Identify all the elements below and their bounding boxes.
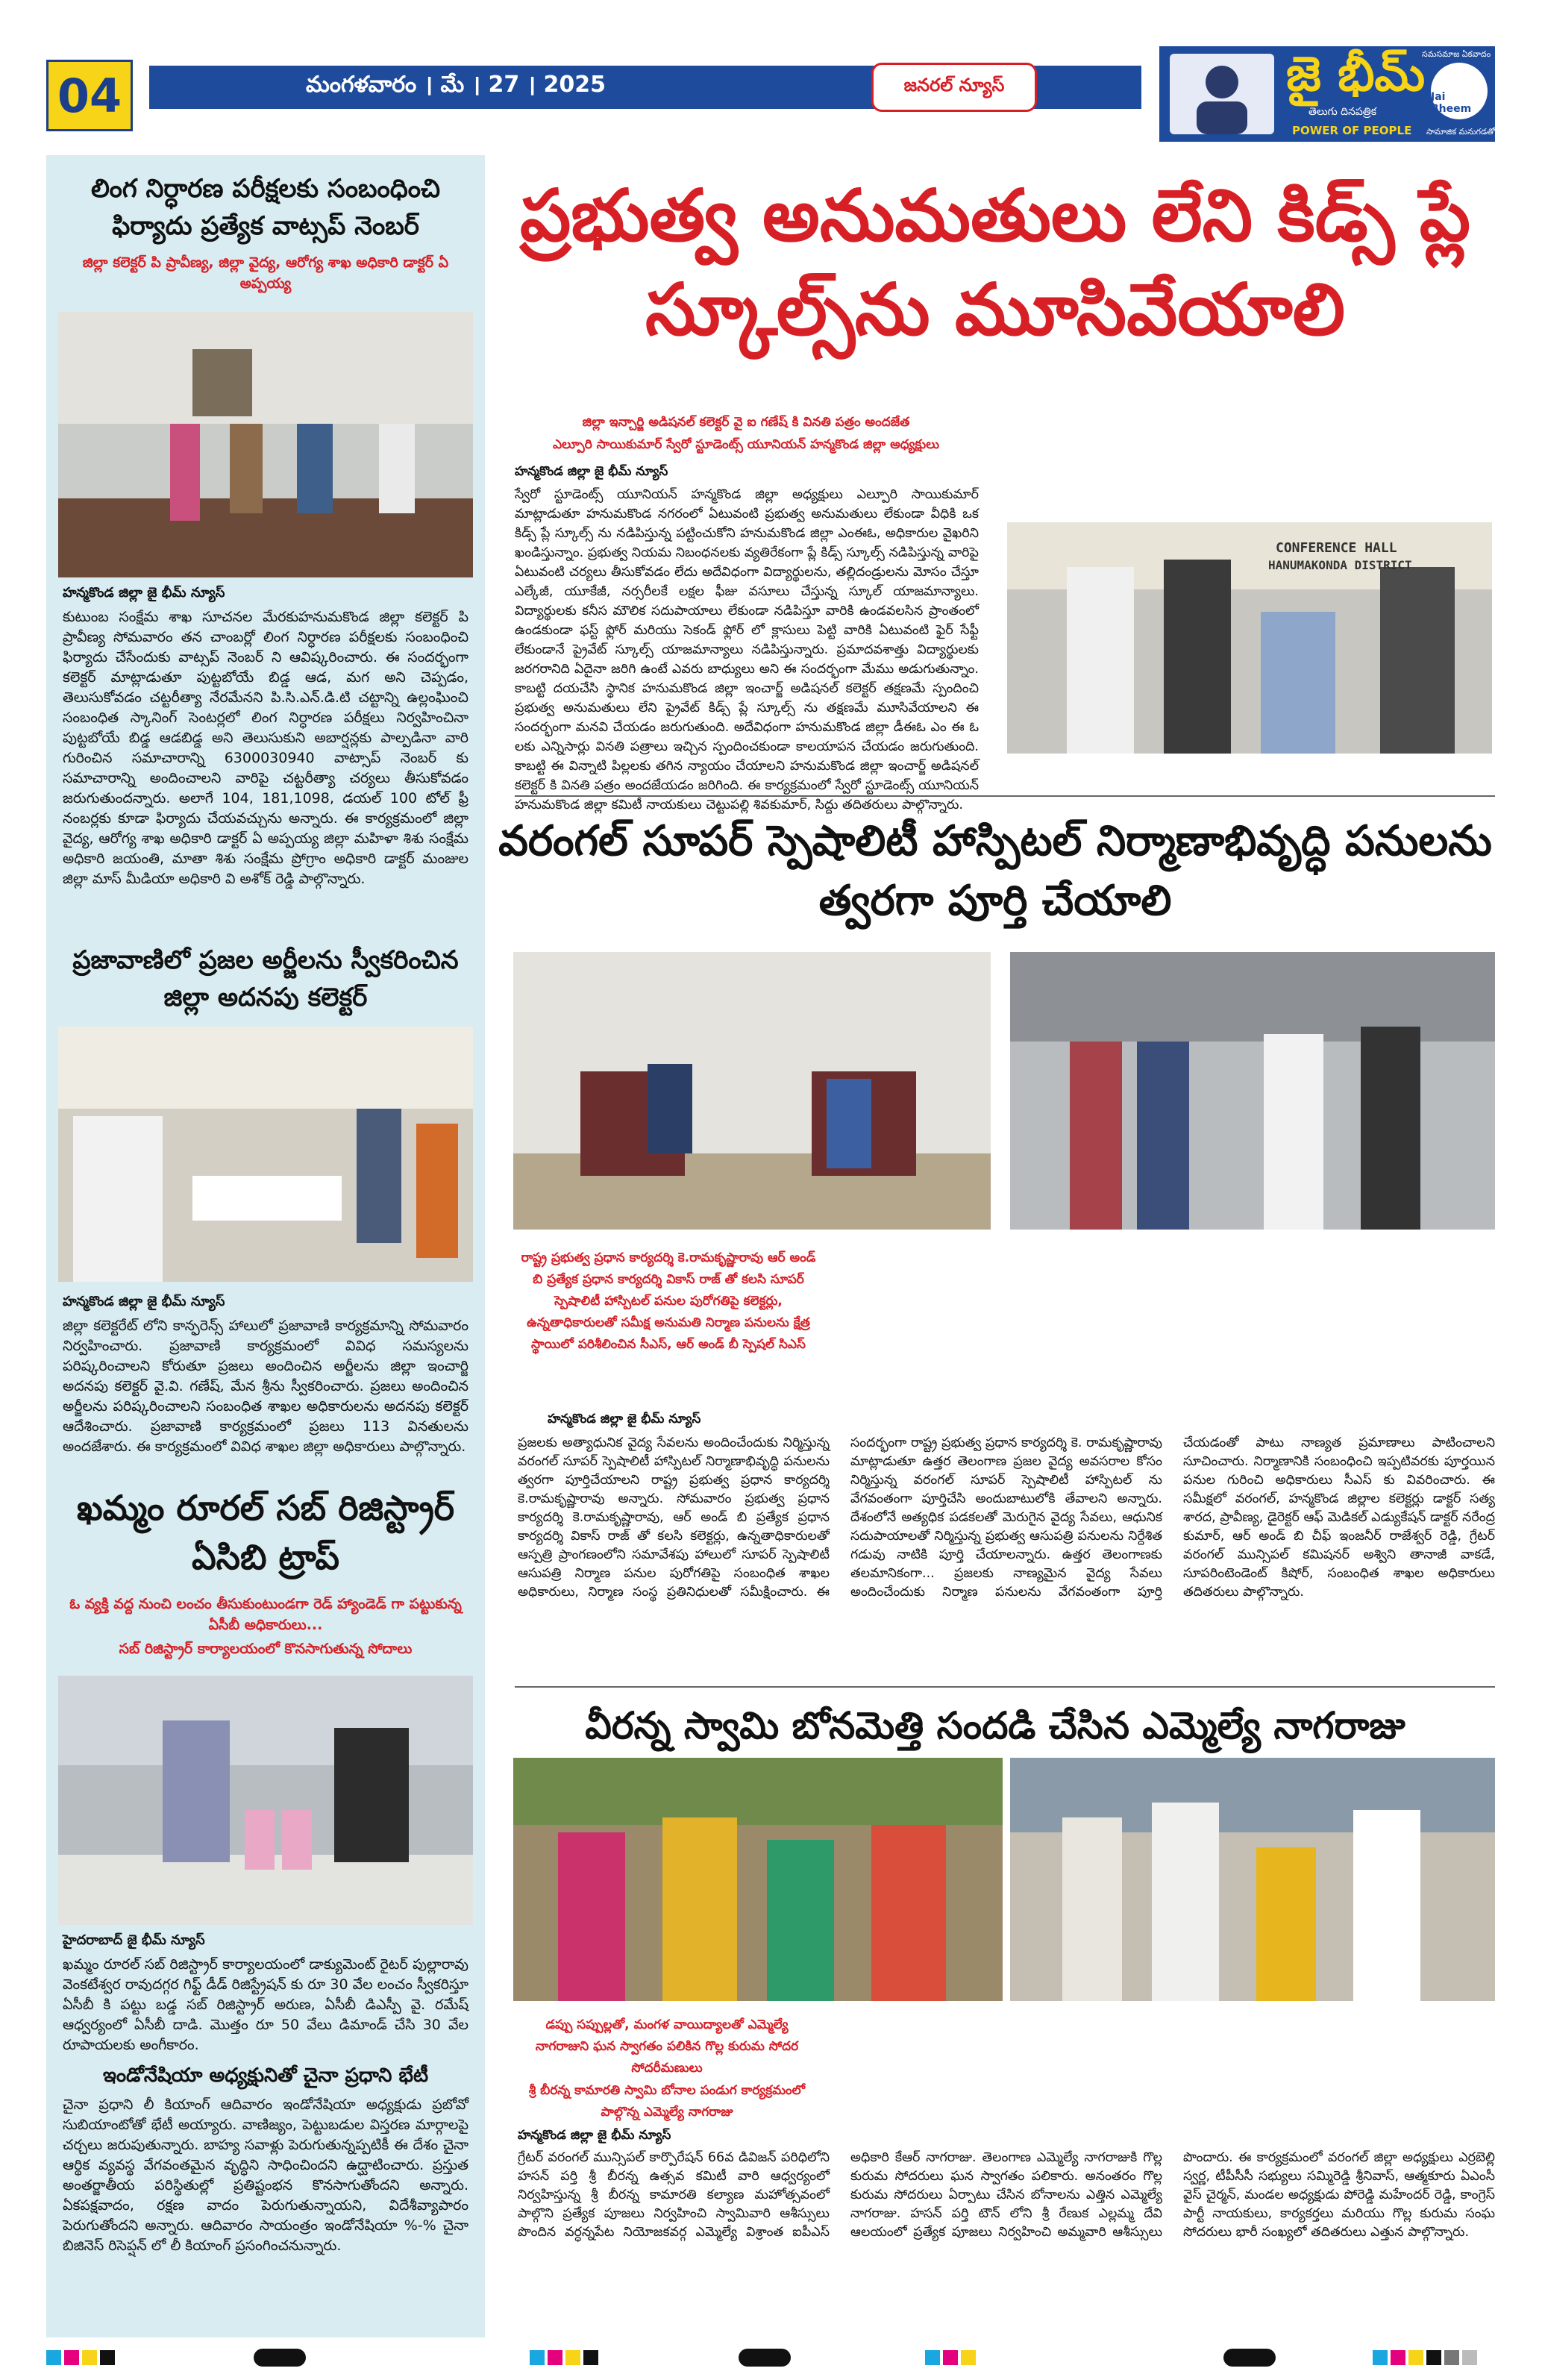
jai-bheem-logo: Jai Bheem (1431, 63, 1488, 119)
a3-subhead1: ఓ వ్యక్తి వద్ద నుంచి లంచం తీసుకుంటుండగా రెడ్ హ్యాండెడ్ గా పట్టుకున్న ఏసీబీ అధికారులు... (69, 1596, 462, 1633)
a3-photo (58, 1676, 473, 1925)
masthead (1159, 46, 1495, 142)
hospital-headline: వరంగల్ సూపర్ స్పెషాలిటీ హాస్పిటల్ నిర్మాణాభివృద్ధి పనులను త్వరగా పూర్తి చేయాలి (498, 817, 1492, 925)
bonam-photo-2 (1010, 1758, 1495, 2001)
register-mark-1 (254, 2349, 306, 2367)
bonam-body: గ్రేటర్ వరంగల్ మున్సిపల్ కార్పొరేషన్ 66వ డివిజన్ పరిధిలోని హసన్ పర్తి శ్రీ బీరన్న ఉత్సవ కమిటీ వారి ఆధ్వర్యంలో నిర్వహిస్తున్న శ్రీ బీరన్న కామారతి కల్యాణ మహోత్సవంలో పాల్గొని ప్రత్యేక పూజలు నిర్వహించి స్వామివారి ఆశీస్సులు పొందిన వర్ధన్నపేట నియోజకవర్గ ఎమ్మెల్యే విశ్రాంత ఐపీఎస్ అధికారి కేఆర్ నాగరాజు. తెలంగాణ ఎమ్మెల్యే నాగరాజుకి గొల్ల కురుమ సోదరులు ఘన స్వాగతం పలికారు. అనంతరం గొల్ల కురుమ సోదరులు ఏర్పాటు చేసిన బోనాలను ఎత్తిన ఎమ్మెల్యే నాగరాజు. హసన్ పర్తి టౌన్ లోని శ్రీ రేణుక ఎల్లమ్మ దేవి ఆలయంలో ప్రత్యేక పూజలు నిర్వహించి అమ్మవారి ఆశీస్సులు పొందారు. ఈ కార్యక్రమంలో వరంగల్ జిల్లా అధ్యక్షులు ఎర్రబెల్లి స్వర్ణ, టీపీసీసీ సభ్యులు సమ్మిరెడ్డి శ్రీనివాస్, ఆత్మకూరు ఏఎంసీ వైస్ చైర్మన్, మండల అధ్యక్షుడు పోరెడ్డి మహేందర్ రెడ్డి, కాంగ్రెస్ పార్టీ నాయకులు, కార్యకర్తలు మరియు గొల్ల కురుమ సంఘ సోదరులు భారీ సంఖ్యలో తదితరులు ఎత్తున పాల్గొన్నారు. (518, 2150, 1496, 2240)
mark-gray-4 (1444, 2350, 1459, 2365)
a1-photo-svg (58, 312, 473, 577)
mark-magenta-2 (548, 2350, 562, 2365)
mark-lightgray-4 (1462, 2350, 1477, 2365)
mark-magenta (64, 2350, 79, 2365)
a3-headline: ఖమ్మం రూరల్ సబ్ రిజిస్ట్రార్ ఏసిబి ట్రాప్ (76, 1488, 455, 1577)
divider-2 (515, 1686, 1495, 1688)
a2-headline: ప్రజావాణిలో ప్రజల అర్జీలను స్వీకరించిన జిల్లా అదనపు కలెక్టర్ (72, 945, 459, 1012)
a4-headline: ఇండోనేషియా అధ్యక్షునితో చైనా ప్రధాని భేటీ (102, 2064, 429, 2087)
a1-headline: లింగ నిర్ధారణ పరీక్షలకు సంబంధించి ఫిర్యాదు ప్రత్యేక వాట్సప్ నెంబర్ (90, 174, 441, 241)
lead-byline: హన్మకొండ జిల్లా జై భీమ్ న్యూస్ (515, 464, 668, 479)
a2-photo-svg (58, 1027, 473, 1282)
bonam-headline: వీరన్న స్వామి బోనమెత్తి సందడి చేసిన ఎమ్మెల్యే నాగరాజు (585, 1704, 1405, 1747)
bonam-photo-2-svg (1010, 1758, 1495, 2001)
lead-photo-sign1: CONFERENCE HALL (1276, 540, 1397, 556)
lead-photo-sign2: HANUMAKONDA DISTRICT (1268, 558, 1412, 572)
section-tag: జనరల్ న్యూస్ (871, 63, 1037, 112)
mark-yellow-3 (961, 2350, 976, 2365)
mark-black (100, 2350, 115, 2365)
mark-yellow (82, 2350, 97, 2365)
masthead-tagline: POWER OF PEOPLE (1292, 124, 1412, 137)
mark-black-2 (583, 2350, 598, 2365)
a2-body: జిల్లా కలెక్టరేట్ లోని కాన్ఫరెన్స్ హాలులో ప్రజావాణి కార్యక్రమాన్ని సోమవారం నిర్వహించారు. ప్రజావాణి కార్యక్రమంలో వివిధ సమస్యలను పరిష్కరించాలని కోరుతూ ప్రజలు అందించిన అర్జీలను జిల్లా ఇంచార్జి అదనపు కలెక్టర్ వై.వి. గణేష్, మేన శ్రీను స్వీకరించారు. ప్రజలు అందించిన అర్జీలను పరిష్కరించాలని సంబంధిత శాఖల అధికారులను అదనపు కలెక్టర్ ఆదేశించారు. ప్రజావాణి కార్యక్రమంలో ప్రజలు 113 వినతులను అందజేశారు. ఈ కార్యక్రమంలో వివిధ శాఖల జిల్లా అధికారులు పాల్గొన్నారు. (63, 1318, 468, 1455)
divider-1 (515, 795, 1495, 797)
ambedkar-portrait-icon (1170, 54, 1274, 134)
a2-byline: హన్మకొండ జిల్లా జై భీమ్ న్యూస్ (63, 1294, 225, 1309)
hospital-body: ప్రజలకు అత్యాధునిక వైద్య సేవలను అందించేందుకు నిర్మిస్తున్న వరంగల్ సూపర్ స్పెషాలిటీ హాస్పిటల్ నిర్మాణాభివృద్ధి పనులను త్వరగా పూర్తిచేయాలని రాష్ట్ర ప్రభుత్వ ప్రధాన కార్యదర్శి కె.రామకృష్ణారావు అన్నారు. సోమవారం ప్రభుత్వ ప్రధాన కార్యదర్శి కె.రామకృష్ణారావు, ఆర్ అండ్ బి ప్రత్యేక ప్రధాన కార్యదర్శి వికాస్ రాజ్ తో కలసి కలెక్టర్లు, ఉన్నతాధికారులతో ఆస్పత్రి ప్రాంగణంలోని సమావేశపు హాలులో సూపర్ స్పెషాలిటీ ఆసుపత్రి నిర్మాణ పనుల పురోగతిపై సంబంధిత శాఖల అధికారులు, నిర్మాణ సంస్థ ప్రతినిధులతో సమీక్షించారు. ఈ సందర్భంగా రాష్ట్ర ప్రభుత్వ ప్రధాన కార్యదర్శి కె. రామకృష్ణారావు మాట్లాడుతూ ఉత్తర తెలంగాణ ప్రజల వైద్య అవసరాల కోసం నిర్మిస్తున్న వరంగల్ సూపర్ స్పెషాలిటీ హాస్పిటల్ ను వేగవంతంగా పూర్తిచేసి అందుబాటులోకి తేవాలని అన్నారు. దేశంలోనే అత్యధిక పడకలతో మెరుగైన వైద్య సేవలు, ఆధునిక సదుపాయాలతో నిర్మిస్తున్న ప్రభుత్వ ఆసుపత్రి పనులను నిర్దేశిత గడువు నాటికి పూర్తి చేయాలన్నారు. ఉత్తర తెలంగాణకు తలమానికంగా... ప్రజలకు నాణ్యమైన వైద్య సేవలు అందించేందుకు నిర్మాణ పనులను వేగవంతంగా పూర్తి చేయడంతో పాటు నాణ్యత ప్రమాణాలు పాటించాలని సూచించారు. నిర్మాణానికి సంబంధించి ఇప్పటివరకు పూర్తయిన పనుల గురించి అధికారులు సీఎస్ కు వివరించారు. ఈ సమీక్షలో వరంగల్, హన్మకొండ జిల్లాల కలెక్టర్లు డాక్టర్ సత్య శారద, ప్రావీణ్య, డైరెక్టర్ ఆఫ్ మెడికల్ ఎడ్యుకేషన్ డాక్టర్ నరేంద్ర కుమార్, ఆర్ అండ్ బి చీఫ్ ఇంజనీర్ రాజేశ్వర్ రెడ్డి, గ్రేటర్ వరంగల్ మున్సిపల్ కమిషనర్ అశ్విని తానాజీ వాకడే, సూపరింటెండెంట్ కిషోర్, సంబంధిత శాఖల అధికారులు తదితరులు పాల్గొన్నారు. (518, 1435, 1495, 1600)
hospital-photo-2 (1010, 952, 1495, 1230)
issue-date: మంగళవారం । మే । 27 । 2025 (306, 72, 606, 98)
a3-subhead2: సబ్ రిజిస్ట్రార్ కార్యాలయంలో కొనసాగుతున్న సోదాలు (119, 1641, 413, 1657)
bonam-photo-1 (513, 1758, 1003, 2001)
mark-cyan-4 (1373, 2350, 1388, 2365)
hospital-photo-1-svg (513, 952, 991, 1230)
mark-black-4 (1426, 2350, 1441, 2365)
a1-byline: హన్మకొండ జిల్లా జై భీమ్ న్యూస్ (63, 585, 225, 601)
hospital-subhead: రాష్ట్ర ప్రభుత్వ ప్రధాన కార్యదర్శి కె.రామకృష్ణారావు ఆర్ అండ్ బి ప్రత్యేక ప్రధాన కార్యదర్శి వికాస్ రాజ్ తో కలసి సూపర్ స్పెషాలిటీ హాస్పిటల్ పనుల పురోగతిపై కలెక్టర్లు, ఉన్నతాధికారులతో సమీక్ష అనుమతి నిర్మాణ పనులను క్షేత్ర స్థాయిలో పరిశీలించిన సీఎస్, ఆర్ అండ్ బీ స్పెషల్ సిఎస్ (521, 1250, 816, 1352)
a1-subhead: జిల్లా కలెక్టర్ పి ప్రావీణ్య, జిల్లా వైద్య, ఆరోగ్య శాఖ అధికారి డాక్టర్ ఏ అప్పయ్య (82, 254, 449, 292)
a1-body: కుటుంబ సంక్షేమ శాఖ సూచనల మేరకుహనుమకొండ జిల్లా కలెక్టర్ పి ప్రావీణ్య సోమవారం తన చాంబర్లో లింగ నిర్ధారణ పరీక్షలకు సంబంధించి ఫిర్యాదు చేసేందుకు వాట్సప్ నెంబర్ ని ఆవిష్కరించారు. ఈ సందర్భంగా కలెక్టర్ మాట్లాడుతూ పుట్టబోయే బిడ్డ ఆడ, మగ అని చెప్పడం, తెలుసుకోవడం చట్టరీత్యా నేరమేనని పి.సి.ఎన్.డి.టి చట్టాన్ని ఉల్లంఘించి సంబంధిత స్కానింగ్ సెంటర్లలో లింగ నిర్ధారణ పరీక్షలు నిర్వహించినా పుట్టబోయే బిడ్డ ఆడబిడ్డ అని తెలుసుకుని అబార్షన్లకు పాల్పడినా వారి గురించిన సమాచారాన్ని 6300030940 వాట్సాప్ నెంబర్ కు సమాచారాన్ని అందించాలని వారిపై చట్టరీత్యా చర్యలు తీసుకోవడం జరుగుతుందన్నారు. అలాగే 104, 181,1098, డయల్ 100 టోల్ ఫ్రీ నంబర్లకు కూడా ఫిర్యాదు చేయవచ్చును అన్నారు. ఈ కార్యక్రమంలో జిల్లా వైద్య, ఆరోగ్య శాఖ అధికారి డాక్టర్ ఏ అప్పయ్య జిల్లా మహిళా శిశు సంక్షేమ అధికారి జయంతి, మాతా శిశు సంక్షేమ ప్రోగ్రాం అధికారి డాక్టర్ మంజుల జిల్లా మాస్ మీడియా అధికారి వి అశోక్ రెడ్డి పాల్గొన్నారు. (63, 609, 468, 887)
mark-magenta-4 (1391, 2350, 1405, 2365)
bonam-subhead2: శ్రీ బీరన్న కామారతి స్వామి బోనాల పండుగ కార్యక్రమంలో పాల్గొన్న ఎమ్మెల్యే నాగరాజు (528, 2083, 806, 2120)
mark-magenta-3 (943, 2350, 958, 2365)
masthead-name: జై భీమ్ (1286, 46, 1426, 102)
masthead-right-bottom: సామాజిక మనుగడతో (1426, 127, 1495, 137)
a4-body: చైనా ప్రధాని లీ కియాంగ్ ఆదివారం ఇండోనేషియా అధ్యక్షుడు ప్రబోవో సుబియాంటోతో భేటీ అయ్యారు. వాణిజ్యం, పెట్టుబడుల విస్తరణ మార్గాలపై చర్చలు జరుపుతున్నారు. బాహ్య సవాళ్లు పెరుగుతున్నప్పటికీ ఈ దేశం చైనా ఆర్థిక వ్యవస్థ వేగవంతమైన వృద్ధిని సాధించిందని ఉద్ఘాటించారు. ప్రస్తుత అంతర్జాతీయ పరిస్థితుల్లో ప్రతిష్టంభన కొనసాగుతోందని అన్నారు. ఏకపక్షవాదం, రక్షణ వాదం పెరుగుతున్నాయని, విదేశీవ్యాపారం పెరుగుతోందని అన్నారు. ఆదివారం సాయంత్రం ఇండోనేషియా %-% చైనా బిజినెస్ రిసెప్షన్ లో లీ కియాంగ్ ప్రసంగించనున్నారు. (63, 2096, 468, 2254)
a3-photo-svg (58, 1676, 473, 1925)
mark-yellow-4 (1408, 2350, 1423, 2365)
lead-body: స్వేరో స్టూడెంట్స్ యూనియన్ హన్మకొండ జిల్లా అధ్యక్షులు ఎల్పూరి సాయికుమార్ మాట్లాడుతూ హనుమకొండ నగరంలో ఏటువంటి ప్రభుత్వ అనుమతులు లేకుండా వీధికి ఒక కిడ్స్ ప్లే స్కూల్స్ ను నడిపిస్తున్న పట్టించుకోని హనుమకొండ జిల్లా ఎంఈఓ, అధికారుల వైఖరిని ఖండిస్తున్నాం. ప్రభుత్వ నియమ నిబంధనలకు వ్యతిరేకంగా ప్లే కిడ్స్ స్కూల్స్ నడిపిస్తున్న వారిపై ఏటువంటి చర్యలు తీసుకోవడం లేదు అదేవిధంగా విద్యార్థులను, తల్లిదండ్రులను మోసం చేస్తూ ఎల్కేజీ, యూకేజీ, నర్సరీలకే లక్షల ఫీజు వసూలు చేస్తున్న స్కూల్ యాజమాన్యాలు. విద్యార్థులకు కనీస మౌలిక సదుపాయాలు లేకుండా నడిపిస్తూ వారికి ఉండవలసిన ప్రాంతంలో ఉండకుండా ఫస్ట్ ఫ్లోర్ మరియు సెకండ్ ఫ్లోర్ లో క్లాసులు పెట్టి వారికి ఏటువంటి ఫైర్ సేఫ్టీ లేకుండానే ప్రైవేట్ స్కూల్స్ యాజమాన్యాలు నడిపిస్తున్నారు. ప్రమాదవశాత్తు విద్యార్థులకు జరగరానిది ఏదైనా జరిగి ఉంటే ఎవరు బాధ్యులు అని ఈ సందర్భంగా మేము అడుగుతున్నాం. కాబట్టి దయచేసి స్థానిక హనుమకొండ జిల్లా ఇంచార్జ్ అడిషనల్ కలెక్టర్ తక్షణమే స్పందించి ప్రభుత్వ అనుమతులు లేని ప్రైవేట్ కిడ్స్ ప్లే స్కూల్స్ ను తక్షణమే మూసివేయాలని ఈ సందర్భంగా మనవి చేయడం జరుగుతుంది. అదేవిధంగా హనుమకొండ జిల్లా డీఈఓ ఎం ఈ ఓ లకు ఎన్నిసార్లు వినతి పత్రాలు ఇచ్చిన స్పందించకుండా కాలయాపన చేయడం జరుగుతుంది. కాబట్టి ఈ విన్నాటి పిల్లలకు తగిన న్యాయం చేయాలని హనుమకొండ జిల్లా ఇంచార్జ్ అడిషనల్ కలెక్టర్ కి వినతి పత్రం అందజేయడం జరిగింది. ఈ కార్యక్రమంలో స్వేరో స్టూడెంట్స్ యూనియన్ హనుమకొండ జిల్లా కమిటీ నాయకులు చెట్టుపల్లి శివకుమార్, సిద్దు తదితరులు పాల్గొన్నారు. (515, 487, 979, 812)
register-mark-2 (739, 2349, 791, 2367)
portrait-svg (1170, 54, 1274, 134)
masthead-sub: తెలుగు దినపత్రిక (1308, 106, 1377, 118)
page-number: 04 (46, 60, 133, 131)
hospital-photo-2-svg (1010, 952, 1495, 1230)
bonam-byline: హన్మకొండ జిల్లా జై భీమ్ న్యూస్ (518, 2128, 671, 2143)
hospital-photo-1 (513, 952, 991, 1230)
a3-byline: హైదరాబాద్ జై భీమ్ న్యూస్ (63, 1932, 205, 1948)
lead-photo (1007, 522, 1492, 754)
mark-cyan-2 (530, 2350, 545, 2365)
mark-cyan (46, 2350, 61, 2365)
lead-headline: ప్రభుత్వ అనుమతులు లేని కిడ్స్ ప్లే స్కూల్స్‌ను మూసివేయాలి (519, 174, 1471, 351)
bonam-subhead1: డప్పు సప్పుల్లతో, మంగళ వాయిద్యాలతో ఎమ్మెల్యే నాగరాజుని ఘన స్వాగతం పలికిన గొల్ల కురుమ సోదర సోదరీమణులు (535, 2017, 799, 2076)
lead-subhead1: జిల్లా ఇన్చార్జి అడిషనల్ కలెక్టర్ వై ఐ గణేష్ కి వినతి పత్రం అందజేత (582, 415, 910, 430)
lead-photo-svg (1007, 522, 1492, 754)
register-mark-3 (1223, 2349, 1276, 2367)
hospital-byline: హన్మకొండ జిల్లా జై భీమ్ న్యూస్ (548, 1412, 701, 1427)
bonam-photo-1-svg (513, 1758, 1003, 2001)
a1-photo (58, 312, 473, 577)
a2-photo (58, 1027, 473, 1282)
masthead-right-top: సమసమాజ ఏకవాదం (1422, 49, 1491, 59)
mark-cyan-3 (925, 2350, 940, 2365)
a3-body: ఖమ్మం రూరల్ సబ్ రిజిస్ట్రార్ కార్యాలయంలో డాక్యుమెంట్ రైటర్ పుల్లారావు వెంకటేశ్వర రావుదగ్గర గిఫ్ట్ డీడ్ రిజిస్ట్రేషన్ కు రూ 30 వేల లంచం స్వీకరిస్తూ ఏసీబీ కి పట్టు బడ్డ సబ్ రిజిస్ట్రార్ అరుణ, ఏసీబీ డిఎస్పీ వై. రమేష్ ఆధ్వర్యంలో ఏసీబీ దాడి. మొత్తం రూ 50 వేలు డిమాండ్ చేసి 30 వేల రూపాయలకు అంగీకారం. (63, 1956, 468, 2053)
mark-yellow-2 (565, 2350, 580, 2365)
lead-subhead2: ఎల్పూరి సాయికుమార్ స్వేరో స్టూడెంట్స్ యూనియన్ హన్మకొండ జిల్లా అధ్యక్షులు (552, 437, 940, 452)
